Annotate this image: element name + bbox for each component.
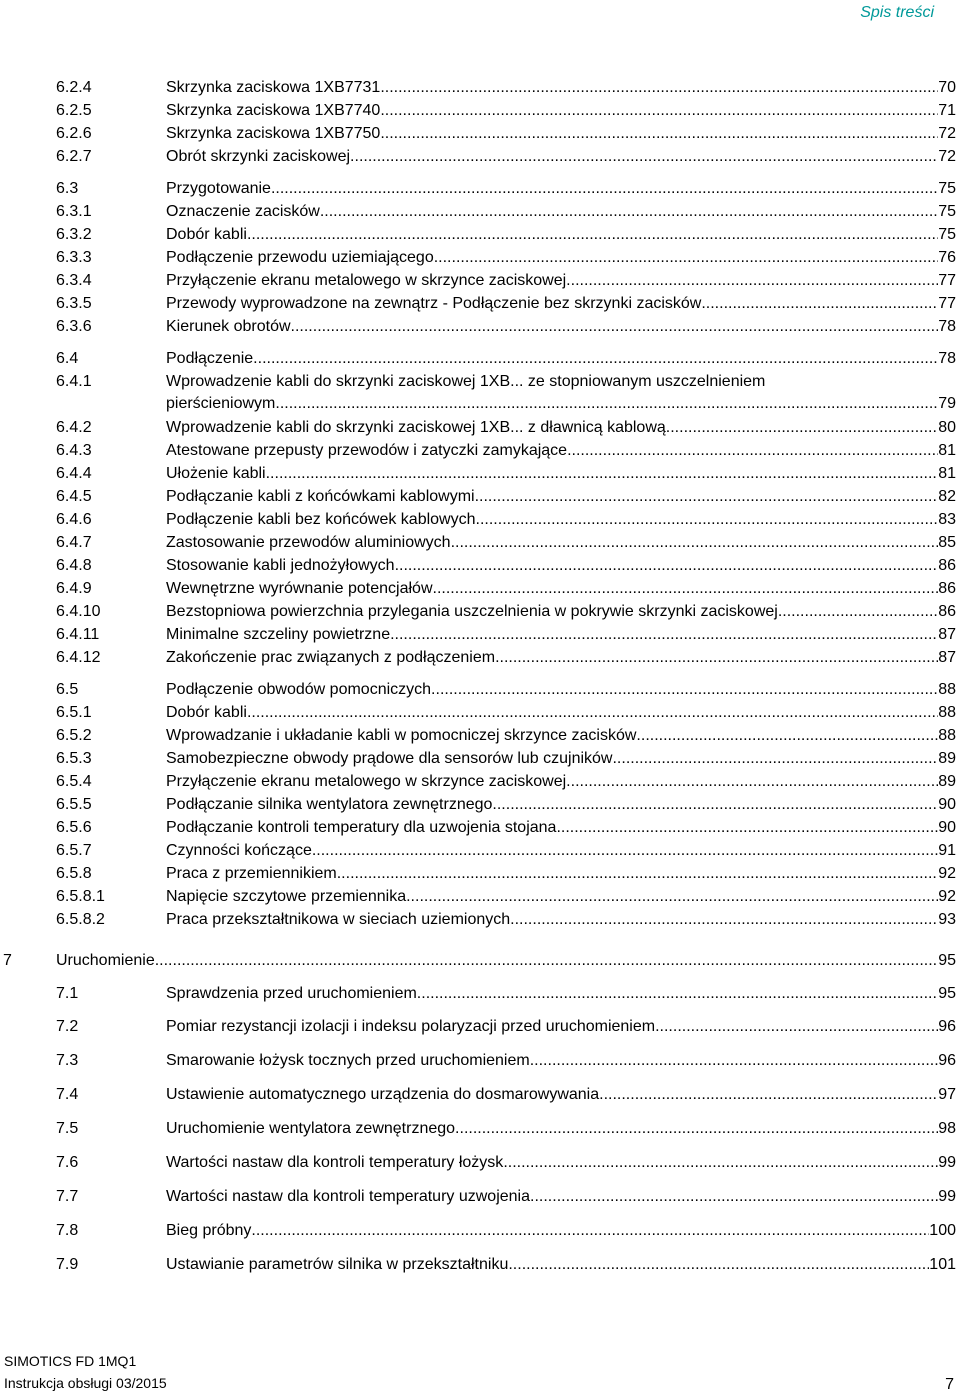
toc-section-number: 6.4.11 bbox=[56, 626, 100, 643]
toc-page-number: 75 bbox=[938, 180, 956, 197]
toc-entry-title: Przewody wyprowadzone na zewnątrz - Podłączenie bez skrzynki zacisków bbox=[166, 295, 702, 312]
toc-leader-dots bbox=[599, 1084, 938, 1106]
toc-leader-dots bbox=[566, 771, 938, 793]
toc-page-number: 72 bbox=[938, 148, 956, 165]
toc-section-number: 6.4.1 bbox=[56, 373, 92, 390]
toc-leader-dots bbox=[320, 201, 938, 223]
toc-entry-title: Podłączanie kabli z końcówkami kablowymi bbox=[166, 488, 475, 505]
toc-leader-dots bbox=[495, 647, 938, 669]
toc-leader-dots bbox=[337, 863, 938, 885]
toc-page-number: 77 bbox=[938, 272, 956, 289]
toc-entry-title: Wartości nastaw dla kontroli temperatury uzwojenia bbox=[166, 1188, 531, 1205]
toc-entry-title: Atestowane przepusty przewodów i zatyczki zamykające bbox=[166, 442, 568, 459]
toc-entry-title: Minimalne szczeliny powietrzne bbox=[166, 626, 391, 643]
toc-section-number: 6.4.5 bbox=[56, 488, 92, 505]
toc-section-number: 6.4.3 bbox=[56, 442, 92, 459]
toc-section-number: 6.5 bbox=[56, 681, 79, 698]
toc-entry-title: Przygotowanie bbox=[166, 180, 271, 197]
toc-section-number: 6.5.7 bbox=[56, 842, 92, 859]
toc-entry-title: Uruchomienie bbox=[56, 952, 155, 969]
toc-page-number: 89 bbox=[938, 773, 956, 790]
toc-page-number: 93 bbox=[938, 911, 956, 928]
toc-entry-title: Zastosowanie przewodów aluminiowych bbox=[166, 534, 451, 551]
toc-entry-title: Podłączenie przewodu uziemiającego bbox=[166, 249, 434, 266]
toc-entry-title: Dobór kabli bbox=[166, 704, 247, 721]
toc-section-number: 6.5.3 bbox=[56, 750, 92, 767]
toc-entry-title: Ustawienie automatycznego urządzenia do dosmarowywania bbox=[166, 1086, 600, 1103]
toc-section-number: 6.3.4 bbox=[56, 272, 92, 289]
toc-section-number: 7.3 bbox=[56, 1052, 79, 1069]
toc-entry-title: Stosowanie kabli jednożyłowych bbox=[166, 557, 395, 574]
toc-entry-title: Kierunek obrotów bbox=[166, 318, 291, 335]
toc-section-number: 7.6 bbox=[56, 1154, 79, 1171]
toc-entry-title: Uruchomienie wentylatora zewnętrznego bbox=[166, 1120, 456, 1137]
toc-page-number: 70 bbox=[938, 79, 956, 96]
toc-section-number: 7.4 bbox=[56, 1086, 79, 1103]
toc-entry-title: Przyłączenie ekranu metalowego w skrzynce zaciskowej bbox=[166, 773, 567, 790]
toc-section-number: 6.4.4 bbox=[56, 465, 92, 482]
toc-leader-dots bbox=[380, 100, 938, 122]
toc-leader-dots bbox=[475, 486, 939, 508]
toc-leader-dots bbox=[247, 224, 938, 246]
toc-leader-dots bbox=[247, 702, 938, 724]
toc-leader-dots bbox=[431, 679, 938, 701]
toc-entry-title: Wprowadzenie kabli do skrzynki zaciskowej 1XB... ze stopniowanym uszczelnieniem bbox=[166, 373, 766, 390]
toc-section-number: 7 bbox=[3, 952, 12, 969]
toc-section-number: 6.5.8.1 bbox=[56, 888, 105, 905]
toc-entry-title: Przyłączenie ekranu metalowego w skrzynce zaciskowej bbox=[166, 272, 567, 289]
toc-page-number: 75 bbox=[938, 226, 956, 243]
toc-page-number: 92 bbox=[938, 888, 956, 905]
toc-section-number: 6.4.10 bbox=[56, 603, 101, 620]
toc-section-number: 6.5.8.2 bbox=[56, 911, 105, 928]
toc-page-number: 86 bbox=[938, 603, 956, 620]
toc-entry-title: Podłączanie kontroli temperatury dla uzwojenia stojana bbox=[166, 819, 557, 836]
toc-page-number: 86 bbox=[938, 557, 956, 574]
toc-leader-dots bbox=[155, 950, 938, 972]
toc-entry-title: Obrót skrzynki zaciskowej bbox=[166, 148, 351, 165]
toc-section-number: 6.4.9 bbox=[56, 580, 92, 597]
toc-page-number: 78 bbox=[938, 318, 956, 335]
toc-leader-dots bbox=[508, 1254, 929, 1276]
toc-page-number: 79 bbox=[938, 395, 956, 412]
toc-section-number: 7.1 bbox=[56, 985, 79, 1002]
toc-section-number: 6.5.2 bbox=[56, 727, 92, 744]
toc-page-number: 90 bbox=[938, 796, 956, 813]
toc-entry-title: Skrzynka zaciskowa 1XB7740 bbox=[166, 102, 381, 119]
toc-section-number: 6.3.2 bbox=[56, 226, 92, 243]
toc-entry-title: Wartości nastaw dla kontroli temperatury łożysk bbox=[166, 1154, 504, 1171]
toc-leader-dots bbox=[566, 270, 938, 292]
toc-leader-dots bbox=[271, 178, 938, 200]
toc-entry-title: Czynności kończące bbox=[166, 842, 312, 859]
toc-entry-title: Praca z przemiennikiem bbox=[166, 865, 337, 882]
toc-leader-dots bbox=[417, 983, 938, 1005]
toc-leader-dots bbox=[455, 1118, 938, 1140]
toc-entry-title: Praca przekształtnikowa w sieciach uziemionych bbox=[166, 911, 511, 928]
toc-page-number: 78 bbox=[938, 350, 956, 367]
toc-page-number: 88 bbox=[938, 681, 956, 698]
toc-leader-dots bbox=[530, 1186, 938, 1208]
toc-section-number: 6.2.4 bbox=[56, 79, 92, 96]
toc-leader-dots bbox=[251, 1220, 929, 1242]
toc-leader-dots bbox=[510, 909, 938, 931]
toc-page-number: 87 bbox=[938, 626, 956, 643]
toc-section-number: 6.2.7 bbox=[56, 148, 92, 165]
toc-page-number: 90 bbox=[938, 819, 956, 836]
toc-leader-dots bbox=[778, 601, 938, 623]
toc-page-number: 99 bbox=[938, 1154, 956, 1171]
toc-leader-dots bbox=[406, 886, 938, 908]
toc-page-number: 97 bbox=[938, 1086, 956, 1103]
toc-entry-title: Sprawdzenia przed uruchomieniem bbox=[166, 985, 417, 1002]
toc-leader-dots bbox=[666, 417, 938, 439]
toc-entry-title: Oznaczenie zacisków bbox=[166, 203, 320, 220]
toc-section-number: 6.3.3 bbox=[56, 249, 92, 266]
toc-page-number: 81 bbox=[938, 465, 956, 482]
toc-section-number: 6.3.1 bbox=[56, 203, 92, 220]
toc-section-number: 6.3.6 bbox=[56, 318, 92, 335]
toc-section-number: 7.8 bbox=[56, 1222, 79, 1239]
toc-leader-dots bbox=[253, 348, 938, 370]
toc-entry-title: Podłączanie silnika wentylatora zewnętrznego bbox=[166, 796, 493, 813]
toc-leader-dots bbox=[701, 293, 938, 315]
toc-page-number: 72 bbox=[938, 125, 956, 142]
toc-entry-title: Wprowadzenie kabli do skrzynki zaciskowej 1XB... z dławnicą kablową bbox=[166, 419, 666, 436]
toc-page-number: 95 bbox=[938, 952, 956, 969]
toc-entry-title: Pomiar rezystancji izolacji i indeksu polaryzacji przed uruchomieniem bbox=[166, 1018, 656, 1035]
toc-page-number: 77 bbox=[938, 295, 956, 312]
toc-page-number: 91 bbox=[938, 842, 956, 859]
toc-entry-title: Smarowanie łożysk tocznych przed uruchomieniem bbox=[166, 1052, 530, 1069]
toc-leader-dots bbox=[380, 77, 938, 99]
footer-product: SIMOTICS FD 1MQ1 bbox=[4, 1353, 137, 1369]
toc-section-number: 6.3 bbox=[56, 180, 79, 197]
toc-page-number: 95 bbox=[938, 985, 956, 1002]
toc-leader-dots bbox=[395, 555, 939, 577]
toc-section-number: 6.4 bbox=[56, 350, 79, 367]
toc-entry-title-continued: pierścieniowym bbox=[166, 395, 276, 412]
toc-section-number: 6.3.5 bbox=[56, 295, 92, 312]
toc-section-number: 6.4.7 bbox=[56, 534, 92, 551]
toc-entry-title: Dobór kabli bbox=[166, 226, 247, 243]
toc-page-number: 92 bbox=[938, 865, 956, 882]
toc-entry-title: Skrzynka zaciskowa 1XB7731 bbox=[166, 79, 381, 96]
toc-leader-dots bbox=[275, 393, 938, 415]
toc-section-number: 6.5.8 bbox=[56, 865, 92, 882]
toc-leader-dots bbox=[433, 578, 939, 600]
toc-leader-dots bbox=[567, 440, 938, 462]
toc-page-number: 80 bbox=[938, 419, 956, 436]
toc-entry-title: Zakończenie prac związanych z podłączeniem bbox=[166, 649, 496, 666]
toc-page-number: 100 bbox=[929, 1222, 956, 1239]
toc-page-number: 88 bbox=[938, 727, 956, 744]
page-header-title: Spis treści bbox=[860, 4, 934, 21]
toc-leader-dots bbox=[451, 532, 939, 554]
toc-entry-title: Ułożenie kabli bbox=[166, 465, 266, 482]
toc-leader-dots bbox=[291, 316, 939, 338]
toc-leader-dots bbox=[530, 1050, 938, 1072]
toc-leader-dots bbox=[390, 624, 938, 646]
toc-entry-title: Podłączenie kabli bez końcówek kablowych bbox=[166, 511, 476, 528]
toc-page-number: 96 bbox=[938, 1018, 956, 1035]
page-number: 7 bbox=[945, 1376, 954, 1393]
toc-section-number: 6.5.1 bbox=[56, 704, 92, 721]
toc-leader-dots bbox=[492, 794, 938, 816]
toc-leader-dots bbox=[556, 817, 938, 839]
toc-page-number: 75 bbox=[938, 203, 956, 220]
toc-page-number: 71 bbox=[938, 102, 956, 119]
toc-section-number: 6.2.5 bbox=[56, 102, 92, 119]
toc-entry-title: Wewnętrzne wyrównanie potencjałów bbox=[166, 580, 433, 597]
toc-leader-dots bbox=[266, 463, 939, 485]
toc-page-number: 96 bbox=[938, 1052, 956, 1069]
toc-leader-dots bbox=[476, 509, 939, 531]
toc-page-number: 81 bbox=[938, 442, 956, 459]
toc-page-number: 86 bbox=[938, 580, 956, 597]
toc-page-number: 98 bbox=[938, 1120, 956, 1137]
toc-section-number: 6.5.4 bbox=[56, 773, 92, 790]
toc-section-number: 6.4.12 bbox=[56, 649, 101, 666]
toc-section-number: 6.5.5 bbox=[56, 796, 92, 813]
toc-leader-dots bbox=[636, 725, 938, 747]
toc-entry-title: Samobezpieczne obwody prądowe dla sensorów lub czujników bbox=[166, 750, 613, 767]
toc-page-number: 88 bbox=[938, 704, 956, 721]
footer-manual-edition: Instrukcja obsługi 03/2015 bbox=[4, 1375, 167, 1391]
toc-leader-dots bbox=[655, 1016, 938, 1038]
toc-entry-title: Bezstopniowa powierzchnia przylegania uszczelnienia w pokrywie skrzynki zaciskowej bbox=[166, 603, 778, 620]
toc-section-number: 7.9 bbox=[56, 1256, 79, 1273]
toc-section-number: 6.4.6 bbox=[56, 511, 92, 528]
toc-page-number: 87 bbox=[938, 649, 956, 666]
toc-entry-title: Skrzynka zaciskowa 1XB7750 bbox=[166, 125, 381, 142]
toc-leader-dots bbox=[612, 748, 938, 770]
toc-page-number: 76 bbox=[938, 249, 956, 266]
toc-page-number: 82 bbox=[938, 488, 956, 505]
toc-entry-title: Napięcie szczytowe przemiennika bbox=[166, 888, 407, 905]
toc-section-number: 6.2.6 bbox=[56, 125, 92, 142]
toc-page-number: 101 bbox=[929, 1256, 956, 1273]
toc-section-number: 6.4.2 bbox=[56, 419, 92, 436]
toc-section-number: 7.7 bbox=[56, 1188, 79, 1205]
toc-entry-title: Ustawianie parametrów silnika w przekształtniku bbox=[166, 1256, 509, 1273]
toc-entry-title: Podłączenie obwodów pomocniczych bbox=[166, 681, 432, 698]
toc-leader-dots bbox=[434, 247, 938, 269]
toc-entry-title: Podłączenie bbox=[166, 350, 254, 367]
toc-section-number: 6.4.8 bbox=[56, 557, 92, 574]
page-footer bbox=[4, 1350, 167, 1394]
toc-page-number: 99 bbox=[938, 1188, 956, 1205]
toc-page-number: 83 bbox=[938, 511, 956, 528]
toc-leader-dots bbox=[503, 1152, 938, 1174]
toc-page-number: 85 bbox=[938, 534, 956, 551]
toc-leader-dots bbox=[312, 840, 938, 862]
toc-entry-title: Wprowadzanie i układanie kabli w pomocniczej skrzynce zacisków bbox=[166, 727, 637, 744]
toc-section-number: 7.5 bbox=[56, 1120, 79, 1137]
toc-entry-title: Bieg próbny bbox=[166, 1222, 252, 1239]
toc-leader-dots bbox=[350, 146, 938, 168]
toc-leader-dots bbox=[380, 123, 938, 145]
toc-page-number: 89 bbox=[938, 750, 956, 767]
toc-section-number: 6.5.6 bbox=[56, 819, 92, 836]
toc-section-number: 7.2 bbox=[56, 1018, 79, 1035]
